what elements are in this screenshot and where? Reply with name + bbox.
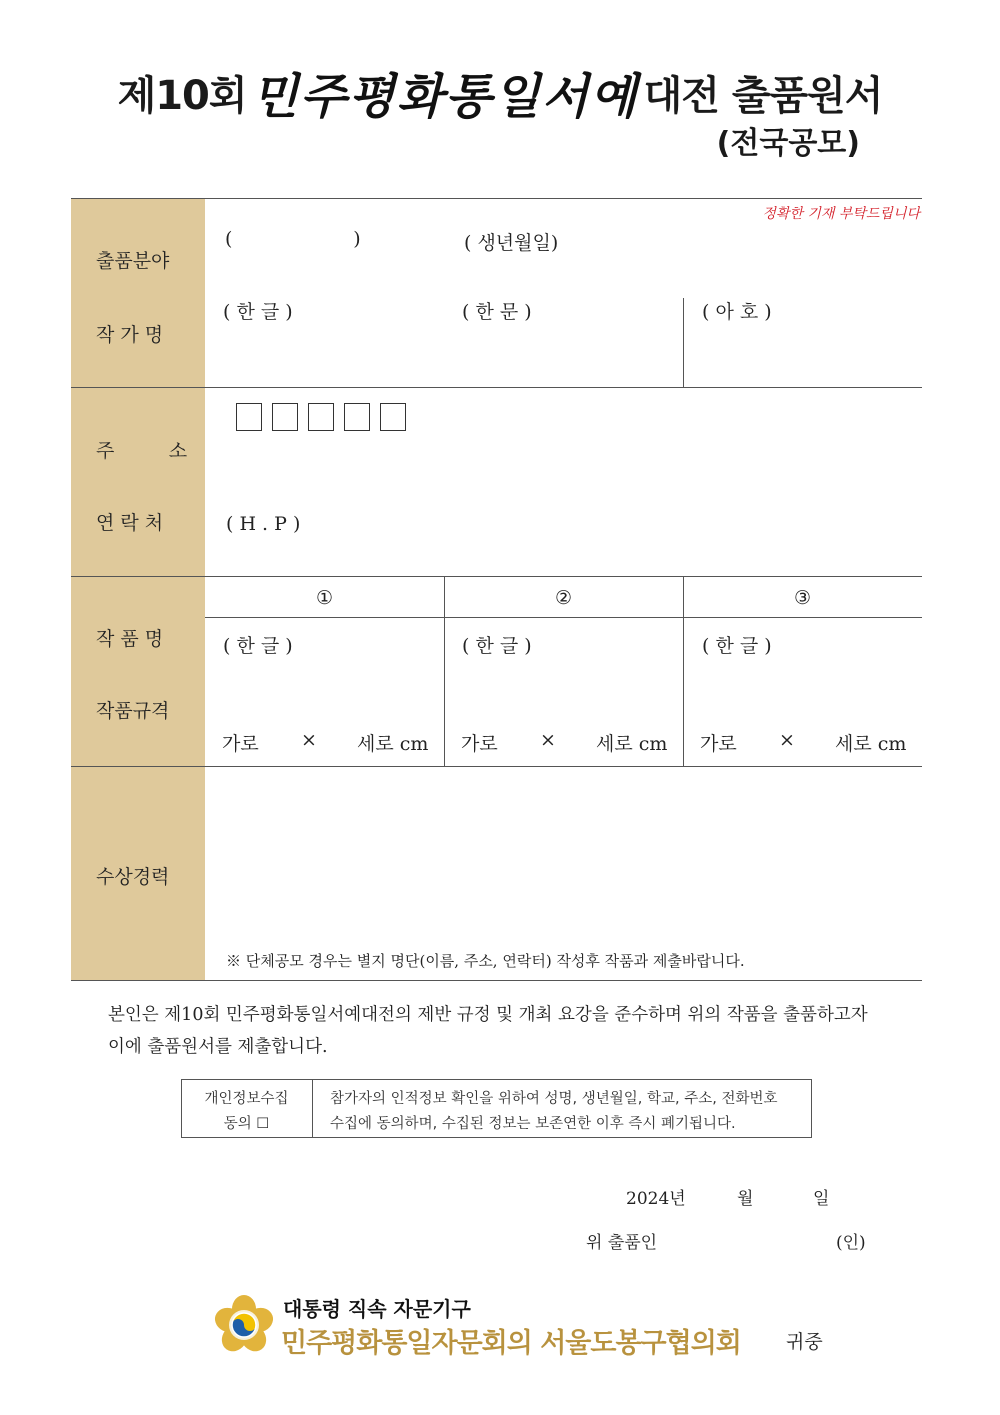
label-address: 주 소 xyxy=(96,440,188,462)
column-number: ① xyxy=(315,587,334,609)
date-day[interactable]: 일 xyxy=(813,1189,830,1209)
size-times-sign: × xyxy=(301,729,317,751)
rule-col-header xyxy=(205,617,922,618)
size-width-label: 가로 xyxy=(222,733,259,755)
zip-box-1[interactable] xyxy=(236,403,262,431)
label-band-3 xyxy=(71,577,205,766)
zip-box-5[interactable] xyxy=(380,403,406,431)
title-subtitle: (전국공모) xyxy=(716,126,860,161)
size-width-label: 가로 xyxy=(700,733,737,755)
label-band-1 xyxy=(71,199,205,387)
label-artwork-title: 작 품 명 xyxy=(96,628,164,650)
size-height-label: 세로 cm xyxy=(835,733,907,755)
zip-box-4[interactable] xyxy=(344,403,370,431)
rule-3 xyxy=(71,766,922,767)
organization-name: 민주평화통일자문회의 서울도봉구협의회 xyxy=(281,1328,741,1359)
rule-top xyxy=(71,198,922,199)
accuracy-notice: 정확한 기재 부탁드립니다 xyxy=(762,206,920,222)
field-name-hangul[interactable]: ( 한 글 ) xyxy=(223,301,293,323)
field-category-input[interactable]: ( ) xyxy=(225,228,361,250)
consent-text-line-1: 참가자의 인적정보 확인을 위하여 성명, 생년월일, 학교, 주소, 전화번호 xyxy=(330,1091,778,1107)
consent-label: 개인정보수집 xyxy=(204,1091,289,1107)
label-contact: 연 락 처 xyxy=(96,512,164,534)
form-title xyxy=(0,58,1000,125)
label-artist-name: 작 가 명 xyxy=(96,324,164,346)
zip-box-2[interactable] xyxy=(272,403,298,431)
applicant-label: 위 출품인 xyxy=(586,1233,658,1253)
rule-2 xyxy=(71,576,922,577)
zip-box-3[interactable] xyxy=(308,403,334,431)
date-year: 2024년 xyxy=(626,1189,686,1209)
declaration-line-2: 이에 출품원서를 제출합니다. xyxy=(108,1037,328,1057)
size-times-sign: × xyxy=(779,729,795,751)
size-times-sign: × xyxy=(540,729,556,751)
divider-aho xyxy=(683,298,684,387)
consent-divider xyxy=(312,1079,313,1138)
size-height-label: 세로 cm xyxy=(357,733,429,755)
field-awards[interactable] xyxy=(205,768,922,938)
organization-suffix: 귀중 xyxy=(786,1331,823,1353)
label-awards: 수상경력 xyxy=(96,866,170,888)
consent-text-line-2: 수집에 동의하며, 수집된 정보는 보존연한 이후 즉시 폐기됩니다. xyxy=(330,1116,736,1132)
field-artwork-hangul[interactable]: ( 한 글 ) xyxy=(223,635,293,657)
label-band-2 xyxy=(71,388,205,576)
field-birthdate[interactable]: ( 생년월일) xyxy=(464,232,559,254)
consent-checkbox[interactable]: 동의 ☐ xyxy=(223,1116,270,1132)
date-month[interactable]: 월 xyxy=(737,1189,754,1209)
size-width-label: 가로 xyxy=(461,733,498,755)
organization-top: 대통령 직속 자문기구 xyxy=(283,1297,471,1321)
size-height-label: 세로 cm xyxy=(596,733,668,755)
title-calligraphy: 민주평화통일서예 xyxy=(251,69,639,125)
group-submission-note: ※ 단체공모 경우는 별지 명단(이름, 주소, 연락터) 작성후 작품과 제출바랍니다. xyxy=(226,952,745,970)
rule-bottom xyxy=(71,980,922,981)
label-artwork-size: 작품규격 xyxy=(96,700,170,722)
field-name-hanmun[interactable]: ( 한 문 ) xyxy=(462,301,532,323)
field-artwork-hangul[interactable]: ( 한 글 ) xyxy=(702,635,772,657)
declaration-line-1: 본인은 제10회 민주평화통일서예대전의 제반 규정 및 개최 요강을 준수하며 위의 작품을 출품하고자 xyxy=(108,1005,868,1025)
rule-1 xyxy=(71,387,922,388)
field-name-aho[interactable]: ( 아 호 ) xyxy=(702,301,772,323)
label-field: 출품분야 xyxy=(96,250,170,272)
field-artwork-hangul[interactable]: ( 한 글 ) xyxy=(462,635,532,657)
column-number: ② xyxy=(554,587,573,609)
column-number: ③ xyxy=(793,587,812,609)
seal-mark[interactable]: (인) xyxy=(836,1233,866,1253)
title-prefix: 제10회 xyxy=(117,73,247,119)
field-hp[interactable]: ( H . P ) xyxy=(226,513,301,535)
title-suffix: 대전 출품원서 xyxy=(643,73,883,119)
mugunghwa-emblem-icon xyxy=(214,1295,274,1355)
